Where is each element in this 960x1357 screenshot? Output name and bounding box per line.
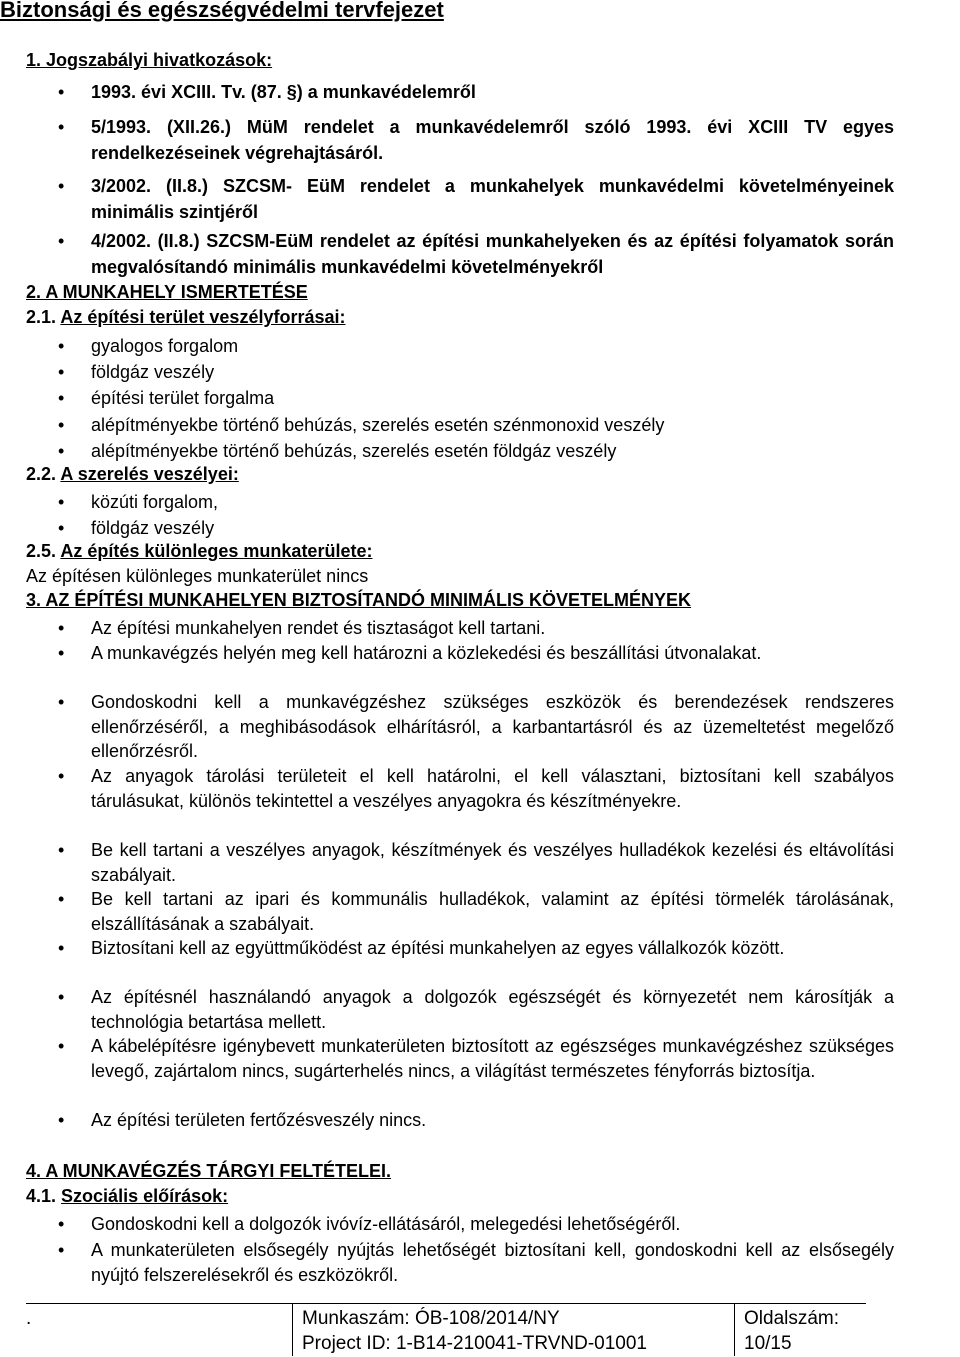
list-item — [58, 887, 894, 936]
list-item-text: Az építésnél használandó anyagok a dolgozók egészségét és környezetét nem károsítják a technológia betartása mellett. — [91, 987, 894, 1032]
bullet-icon: • — [58, 1214, 65, 1234]
list-item-text: 3/2002. (II.8.) SZCSM- EüM rendelet a munkahelyek munkavédelmi követelményeinek minimális szintjéről — [91, 176, 894, 222]
bullet-icon: • — [58, 518, 65, 538]
list-item-text: építési terület forgalma — [91, 388, 275, 408]
list-item — [58, 173, 894, 225]
list-item — [58, 1034, 894, 1083]
section-title: Az építés különleges munkaterülete: — [60, 541, 373, 561]
list-item — [58, 359, 214, 385]
list-item-text: Az anyagok tárolási területeit el kell határolni, el kell választani, biztosítani kell szabályos tárulásukat, különös tekintettel a veszélyes anyagokra és készítményekre. — [91, 766, 894, 811]
list-item — [58, 438, 616, 464]
section-2-1-heading — [26, 307, 346, 328]
bullet-icon: • — [58, 388, 65, 408]
bullet-icon: • — [58, 82, 65, 102]
section-2-5-heading — [26, 541, 372, 562]
list-item-text: közúti forgalom, — [91, 492, 219, 512]
section-1-heading: 1. Jogszabályi hivatkozások: — [26, 50, 273, 70]
list-item — [58, 412, 664, 438]
section-3-heading: 3. AZ ÉPÍTÉSI MUNKAHELYEN BIZTOSÍTANDÓ MINIMÁLIS KÖVETELMÉNYEK — [26, 590, 692, 610]
list-item-text: A kábelépítésre igénybevett munkaterületen biztosított az egészséges munkavégzéshez szükséges levegő, zajártalom nincs, sugárterhelés nincs, a világítást természetes fényforrás biztosítja. — [91, 1036, 894, 1081]
section-number: 2.1. — [26, 307, 57, 327]
list-item-text: Be kell tartani az ipari és kommunális hulladékok, valamint az építési törmelék tárolásának, elszállításának a szabályait. — [91, 889, 894, 934]
list-item — [58, 1108, 894, 1133]
list-item — [58, 764, 894, 813]
section-number: 2.5. — [26, 541, 57, 561]
list-item-text: Biztosítani kell az együttműködést az építési munkahelyen az egyes vállalkozók között. — [91, 938, 785, 958]
section-title: A szerelés veszélyei: — [60, 464, 239, 484]
list-item — [58, 936, 894, 961]
bullet-icon: • — [58, 415, 65, 435]
list-item — [58, 616, 894, 641]
list-item — [58, 838, 894, 887]
footer-page — [744, 1306, 839, 1356]
section-number: 2.2. — [26, 464, 57, 484]
bullet-icon: • — [58, 766, 65, 786]
list-item-text: gyalogos forgalom — [91, 336, 239, 356]
project-id: Project ID: 1-B14-210041-TRVND-01001 — [302, 1333, 647, 1354]
section-4-heading: 4. A MUNKAVÉGZÉS TÁRGYI FELTÉTELEI. — [26, 1161, 392, 1181]
list-item-text: földgáz veszély — [91, 518, 215, 538]
bullet-icon: • — [58, 441, 65, 461]
footer-dot: . — [26, 1308, 32, 1329]
bullet-icon: • — [58, 889, 65, 909]
list-item — [58, 1238, 894, 1287]
bullet-icon: • — [58, 1110, 65, 1130]
bullet-icon: • — [58, 1036, 65, 1056]
bullet-icon: • — [58, 692, 65, 712]
list-item-text: Az építési területen fertőzésveszély nincs. — [91, 1110, 427, 1130]
list-item-text: Gondoskodni kell a dolgozók ivóvíz-ellátásáról, melegedési lehetőségéről. — [91, 1214, 681, 1234]
list-item — [58, 1212, 894, 1237]
list-item — [58, 641, 894, 666]
section-title: Az építési terület veszélyforrásai: — [60, 307, 346, 327]
footer-ids — [302, 1306, 647, 1356]
list-item-text: alépítményekbe történő behúzás, szerelés esetén szénmonoxid veszély — [91, 415, 665, 435]
bullet-icon: • — [58, 643, 65, 663]
section-2-2-heading — [26, 464, 239, 485]
list-item — [58, 515, 214, 541]
list-item-text: alépítményekbe történő behúzás, szerelés esetén földgáz veszély — [91, 441, 617, 461]
list-item-text: földgáz veszély — [91, 362, 215, 382]
list-item-text: 5/1993. (XII.26.) MüM rendelet a munkavédelemről szóló 1993. évi XCIII TV egyes rendelkezéseinek végrehajtásáról. — [91, 117, 894, 163]
bullet-icon: • — [58, 840, 65, 860]
bullet-icon: • — [58, 938, 65, 958]
list-item-text: Az építési munkahelyen rendet és tisztaságot kell tartani. — [91, 618, 546, 638]
list-item — [58, 690, 894, 764]
bullet-icon: • — [58, 618, 65, 638]
list-item-text: 4/2002. (II.8.) SZCSM-EüM rendelet az építési munkahelyeken és az építési folyamatok során megvalósítandó minimális munkavédelmi követelményekről — [91, 231, 894, 277]
list-item-text: Be kell tartani a veszélyes anyagok, készítmények és veszélyes hulladékok kezelési és eltávolítási szabályait. — [91, 840, 894, 885]
document-title: Biztonsági és egészségvédelmi tervfejezet — [0, 0, 444, 22]
list-item-text: A munkaterületen elsősegély nyújtás lehetőségét biztosítani kell, gondoskodni kell az elsősegély nyújtó felszerelésekről és eszközökről. — [91, 1240, 894, 1285]
list-item — [58, 385, 274, 411]
list-item-text: A munkavégzés helyén meg kell határozni a közlekedési és beszállítási útvonalakat. — [91, 643, 762, 663]
section-title: Szociális előírások: — [61, 1186, 229, 1206]
page-footer — [26, 1303, 866, 1356]
bullet-icon: • — [58, 231, 65, 251]
footer-divider — [292, 1304, 293, 1356]
list-item — [58, 489, 218, 515]
section-2-heading: 2. A MUNKAHELY ISMERTETÉSE — [26, 282, 308, 302]
list-item — [58, 114, 894, 166]
bullet-icon: • — [58, 987, 65, 1007]
page-label: Oldalszám: — [744, 1308, 840, 1329]
bullet-icon: • — [58, 176, 65, 196]
list-item — [58, 228, 894, 280]
special-work-area-text: Az építésen különleges munkaterület nincs — [26, 566, 369, 586]
bullet-icon: • — [58, 362, 65, 382]
bullet-icon: • — [58, 117, 65, 137]
list-item — [58, 985, 894, 1034]
work-number: Munkaszám: ÓB-108/2014/NY — [302, 1308, 560, 1329]
section-number: 4.1. — [26, 1186, 57, 1206]
page-number: 10/15 — [744, 1333, 792, 1354]
list-item-text: 1993. évi XCIII. Tv. (87. §) a munkavédelemről — [91, 82, 476, 102]
bullet-icon: • — [58, 336, 65, 356]
footer-divider — [734, 1304, 735, 1356]
list-item — [58, 79, 894, 105]
list-item-text: Gondoskodni kell a munkavégzéshez szükséges eszközök és berendezések rendszeres ellenőrzéséről, a meghibásodások elhárításról, a karbantartásról és az üzemeltetést megelőző ellenőrzésről. — [91, 692, 894, 761]
bullet-icon: • — [58, 1240, 65, 1260]
bullet-icon: • — [58, 492, 65, 512]
list-item — [58, 333, 238, 359]
section-4-1-heading — [26, 1186, 228, 1207]
